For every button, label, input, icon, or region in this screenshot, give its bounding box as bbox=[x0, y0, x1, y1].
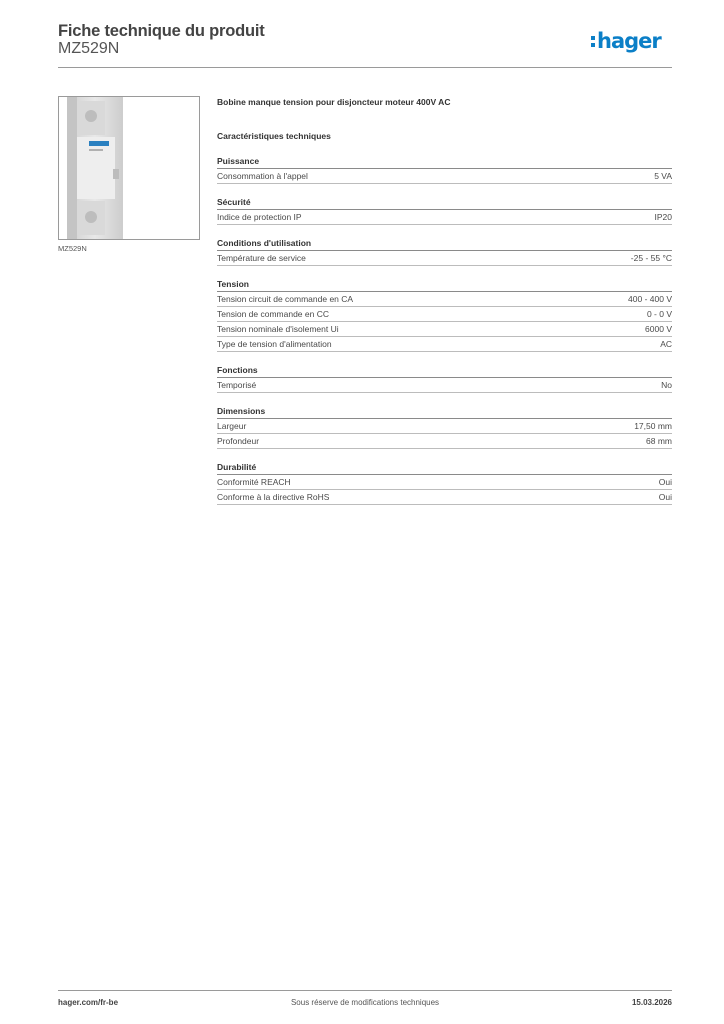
product-description: Bobine manque tension pour disjoncteur moteur 400V AC bbox=[217, 97, 451, 107]
hager-logo bbox=[590, 28, 672, 58]
section-title: Dimensions bbox=[217, 405, 672, 419]
spec-value: Oui bbox=[658, 477, 672, 487]
section-fonctions bbox=[217, 364, 672, 393]
spec-row bbox=[217, 210, 672, 225]
spec-value: 17,50 mm bbox=[634, 421, 672, 431]
spec-row bbox=[217, 378, 672, 393]
spec-label: Tension de commande en CC bbox=[217, 309, 329, 319]
spec-value: 5 VA bbox=[654, 171, 672, 181]
technical-characteristics-heading: Caractéristiques techniques bbox=[217, 131, 331, 141]
spec-value: 0 - 0 V bbox=[646, 309, 672, 319]
section-title: Fonctions bbox=[217, 364, 672, 378]
section-title: Durabilité bbox=[217, 461, 672, 475]
spec-row bbox=[217, 490, 672, 505]
spec-value: -25 - 55 °C bbox=[630, 253, 672, 263]
section-puissance bbox=[217, 155, 672, 184]
section-title: Puissance bbox=[217, 155, 672, 169]
spec-label: Température de service bbox=[217, 253, 306, 263]
section-title: Conditions d'utilisation bbox=[217, 237, 672, 251]
header-divider bbox=[58, 67, 672, 68]
spec-label: Conformité REACH bbox=[217, 477, 291, 487]
spec-label: Temporisé bbox=[217, 380, 257, 390]
section-dimensions bbox=[217, 405, 672, 449]
page-header bbox=[58, 22, 672, 70]
footer-date: 15.03.2026 bbox=[631, 998, 672, 1007]
spec-label: Largeur bbox=[217, 421, 247, 431]
specifications bbox=[217, 96, 672, 505]
spec-value: Oui bbox=[658, 492, 672, 502]
section-title: Tension bbox=[217, 278, 672, 292]
spec-label: Consommation à l'appel bbox=[217, 171, 308, 181]
spec-label: Tension nominale d'isolement Ui bbox=[217, 324, 339, 334]
product-image bbox=[58, 96, 200, 240]
spec-label: Indice de protection IP bbox=[217, 212, 302, 222]
spec-label: Tension circuit de commande en CA bbox=[217, 294, 354, 304]
spec-value: No bbox=[661, 380, 672, 390]
product-photo-icon bbox=[59, 97, 199, 239]
product-reference: MZ529N bbox=[58, 40, 120, 57]
image-caption: MZ529N bbox=[58, 244, 87, 253]
section-conditions bbox=[217, 237, 672, 266]
page-footer bbox=[58, 998, 672, 1010]
spec-row bbox=[217, 337, 672, 352]
section-securite bbox=[217, 196, 672, 225]
spec-label: Type de tension d'alimentation bbox=[217, 339, 332, 349]
spec-row bbox=[217, 434, 672, 449]
spec-value: 68 mm bbox=[646, 436, 672, 446]
spec-label: Conforme à la directive RoHS bbox=[217, 492, 330, 502]
section-durabilite bbox=[217, 461, 672, 505]
spec-row bbox=[217, 307, 672, 322]
logo-text: hager bbox=[597, 29, 661, 53]
spec-value: 400 - 400 V bbox=[628, 294, 672, 304]
section-tension bbox=[217, 278, 672, 352]
spec-row bbox=[217, 419, 672, 434]
spec-value: IP20 bbox=[654, 212, 672, 222]
spec-value: AC bbox=[660, 339, 672, 349]
spec-row bbox=[217, 475, 672, 490]
document-title: Fiche technique du produit bbox=[58, 22, 265, 40]
spec-value: 6000 V bbox=[645, 324, 672, 334]
spec-row bbox=[217, 251, 672, 266]
spec-row bbox=[217, 169, 672, 184]
footer-divider bbox=[58, 990, 672, 991]
spec-row bbox=[217, 292, 672, 307]
footer-website-link[interactable]: hager.com/fr-be bbox=[58, 998, 119, 1007]
footer-disclaimer: Sous réserve de modifications techniques bbox=[290, 998, 440, 1007]
section-title: Sécurité bbox=[217, 196, 672, 210]
spec-row bbox=[217, 322, 672, 337]
spec-label: Profondeur bbox=[217, 436, 260, 446]
hager-logo-icon bbox=[590, 28, 672, 58]
